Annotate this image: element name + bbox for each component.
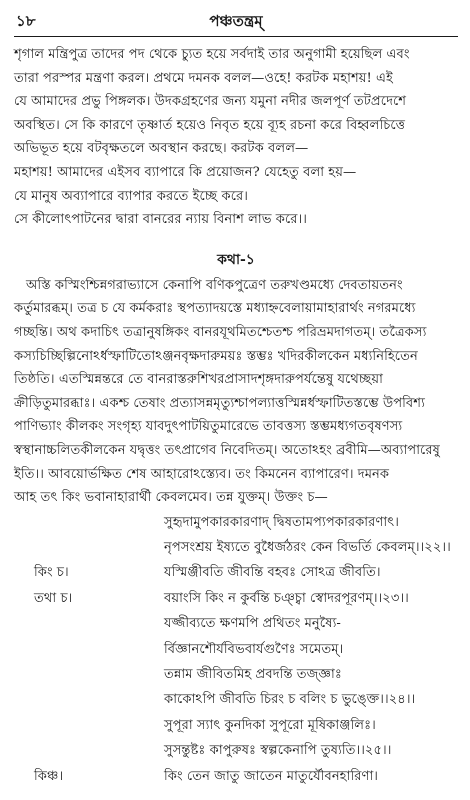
quote-line: সে কীলোৎপাটনের দ্বারা বানরের ন্যায় বিনাশ লাভ করে।। <box>14 212 307 228</box>
text-line: ক্রীড়িতুমারব্ধাঃ। একশ্চ তেষাং প্রত্যাসন্নমৃত্যুশ্চাপল্যাত্তস্মিন্নর্ধস্ফাটিতস্তম্ভে উপবিশ্য <box>14 395 425 411</box>
text-line: তিষ্ঠতি। এতস্মিন্নন্তরে তে বানরাস্তরুশিখরপ্রাসাদশৃঙ্গদারুপর্যন্তেষু যথেচ্ছয়া <box>14 372 383 388</box>
verse-text: সুহৃদামুপকারকারণাদ্ দ্বিষতামপ্যপকারকারণাৎ। <box>164 514 399 530</box>
text-line: আহ তৎ কিং ভবানাহারার্থী কেবলমেব। তন্ন যুক্তম্। উক্তং চ— <box>14 490 328 506</box>
quote-line: যে মানুষ অব্যাপারে ব্যাপার করতে ইচ্ছে করে। <box>14 188 248 204</box>
quote-line: মহাশয়! আমাদের এইসব ব্যাপারে কি প্রয়োজন? যেহেতু বলা হয়— <box>14 164 357 180</box>
text-line: অভিভূত হয়ে বটবৃক্ষতলে অবস্থান করছে। করটক বলল— <box>14 141 309 157</box>
text-line: তারা পরস্পর মন্ত্রণা করল। প্রথমে দমনক বলল—ওহে! করটক মহাশয়! এই <box>14 70 393 86</box>
verse-line <box>14 764 458 789</box>
text-line: ইতি।। আবয়োর্ভক্ষিত শেষ আহারোঽস্ত্যেব। তং কিমনেন ব্যাপারেণ। দমনক <box>14 466 390 482</box>
verse-line <box>14 738 458 763</box>
verse-text: নৃপসংশ্রয় ইষ্যতে বুধৈর্জঠরং কেন বিভর্তি কেবলম্।।২২।। <box>164 540 451 556</box>
verse-line <box>14 637 458 662</box>
section-heading: কথা-১ <box>217 251 255 268</box>
verse-line <box>14 586 458 611</box>
text-line: পাণিভ্যাং কীলকং সংগৃহ্য যাবদুৎপাটয়িতুমারেভে তাবত্তস্য স্তম্ভমধ্যগতবৃষণস্য <box>14 419 403 435</box>
page-header <box>14 10 458 37</box>
verse-line <box>14 560 458 585</box>
text-line: অবস্থিত। সে কি কারণে তৃষ্ণার্ত হয়েও নিবৃত হয়ে ব্যূহ রচনা করে বিহ্বলচিত্তে <box>14 117 406 133</box>
text-line: কস্যচিচ্ছিল্পিনোঽর্ধস্ফাটিতোঽঞ্জনবৃক্ষদারুময়ঃ স্তম্ভঃ খদিরকীলকেন মধ্যনিহিতেন <box>14 348 418 364</box>
verse-line <box>14 611 458 636</box>
verse-text: তন্নাম জীবিতমিহ প্রবদন্তি তজ্জ্ঞাঃ <box>164 667 342 683</box>
quoted-speech <box>14 161 458 232</box>
verse-text: যজ্জীব্যতে ক্ষণমপি প্রথিতং মনুষ্যৈ- <box>164 616 341 632</box>
text-line: অস্তি কস্মিংশ্চিন্নগরাভ্যাসে কেনাপি বণিকপুত্রেণ তরুখণ্ডমধ্যে দেবতায়তনং <box>26 277 403 293</box>
verse-line <box>14 662 458 687</box>
verse-text: সুপূরা স্যাৎ কুনদিকা সুপূরো মূষিকাঞ্জলিঃ। <box>164 717 376 733</box>
running-title: পঞ্চতন্ত্রম্ <box>209 12 263 30</box>
verse-block <box>14 510 458 789</box>
verse-line <box>14 510 458 535</box>
verse-label: তথা চ। <box>34 590 73 606</box>
verse-text: র্বিজ্ঞানশৌর্যবিভবার্যগুণৈঃ সমেতম্। <box>164 641 344 657</box>
verse-text: বয়াংসি কিং ন কুর্বন্তি চঞ্চ্বা স্বোদরপূরণম্।।২৩।। <box>164 590 409 606</box>
sanskrit-paragraph <box>14 274 458 510</box>
text-line: যে আমাদের প্রভু পিঙ্গলক। উদকগ্রহণের জন্য যমুনা নদীর জলপূর্ণ তটপ্রদেশে <box>14 94 407 110</box>
verse-label: কিং চ। <box>34 565 69 581</box>
text-line: কর্তুমারব্ধম্। তত্র চ যে কর্মকরাঃ স্থপত্যাদয়স্তে মধ্যাহ্নবেলায়ামাহারার্থং নগরমধ্যে <box>14 301 416 317</box>
verse-line <box>14 535 458 560</box>
intro-paragraph <box>14 43 458 161</box>
text-line: শৃগাল মন্ত্রিপুত্র তাদের পদ থেকে চ্যুত হয়ে সর্বদাই তার অনুগামী হয়েছিল এবং <box>14 47 410 62</box>
verse-text: যস্মিঞ্জীবতি জীবন্তি বহবঃ সোঽত্র জীবতি। <box>164 565 381 581</box>
verse-text: কাকোঽপি জীবতি চিরং চ বলিং চ ভুঙ্ক্তে।।২৪।। <box>164 692 416 708</box>
verse-line <box>14 687 458 712</box>
text-line: গচ্ছন্তি। অথ কদাচিৎ তত্রানুষঙ্গিকং বানরযূথমিতশ্চেতশ্চ পরিভ্রমদাগতম্। তত্রৈকস্য <box>14 324 427 340</box>
text-line: স্বস্থানাচ্চলিতকীলকেন যদ্বৃত্তং তৎপ্রাগেব নিবেদিতম্। অতোঽহং ব্রবীমি—অব্যাপারেষু <box>14 442 440 458</box>
verse-text: কিং তেন জাতু জাতেন মাতুর্যৌবনহারিণা। <box>164 768 378 784</box>
verse-line <box>14 713 458 738</box>
verse-label: কিঞ্চ। <box>34 768 64 784</box>
verse-text: সুসন্তুষ্টঃ কাপুরুষঃ স্বল্পকেনাপি তুষ্যতি।।২৫।। <box>164 743 392 759</box>
page-number: ১৮ <box>16 12 36 30</box>
